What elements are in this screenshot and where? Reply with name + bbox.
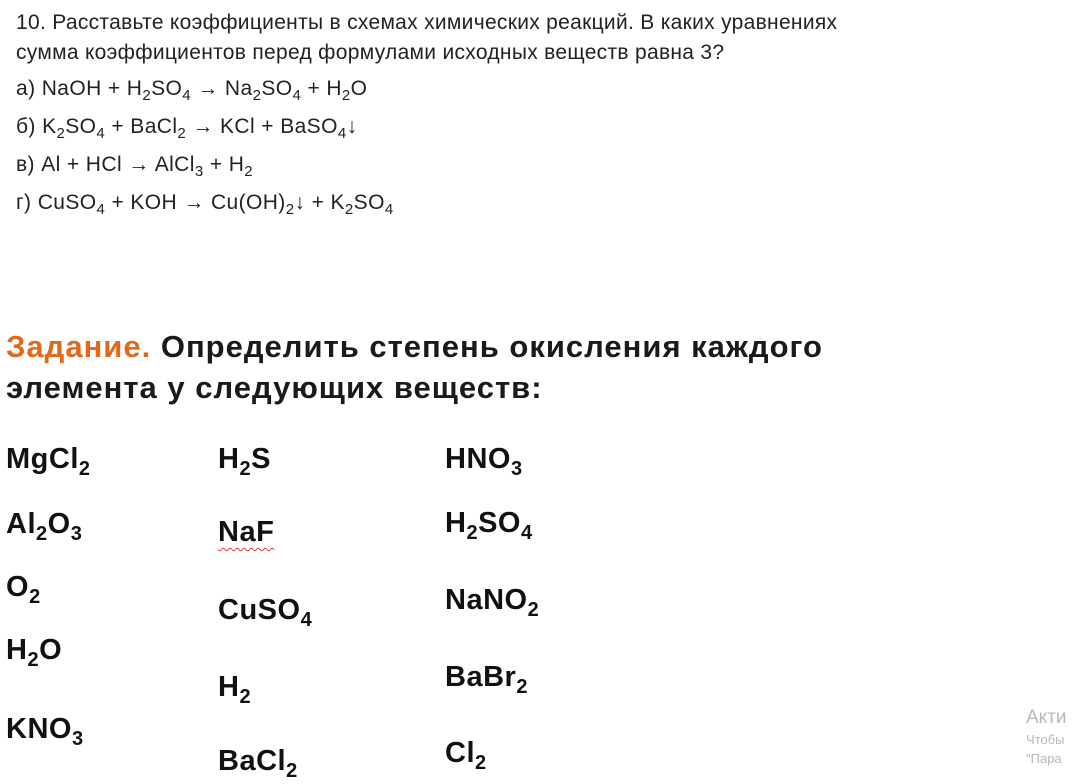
watermark-line-2: "Пара <box>1026 751 1062 766</box>
problem-line-1: 10. Расставьте коэффициенты в схемах химических реакций. В каких уравнениях <box>16 11 838 34</box>
formula-al2o3: $Al_2O_3$ <box>6 508 83 545</box>
task-line-2: элемента у следующих веществ: <box>6 370 543 405</box>
formula-h2so4: $H_2SO_4$ <box>445 507 533 544</box>
formula-cl2: $Cl_2$ <box>445 737 487 774</box>
problem-line-2: сумма коэффициентов перед формулами исходных веществ равна 3? <box>16 41 725 64</box>
reaction-text: Al + HCl → AlCl$_3$ + $H_2$ <box>41 153 254 180</box>
reaction-label: б) <box>16 115 36 138</box>
formula-o2: $O_2$ <box>6 571 41 608</box>
reaction-c <box>16 150 253 180</box>
formula-cuso4: CuSO$_4$ <box>218 594 313 631</box>
reaction-d <box>16 188 394 218</box>
formula-bacl2: BaCl$_2$ <box>218 745 298 782</box>
formula-h2: $H_2$ <box>218 671 252 708</box>
reaction-a <box>16 74 367 104</box>
formula-babr2: BaBr$_2$ <box>445 661 528 698</box>
formula-naf <box>218 516 274 549</box>
watermark-line-1: Чтобы <box>1026 732 1065 747</box>
reaction-label: в) <box>16 153 35 176</box>
watermark-title: Акти <box>1026 707 1067 728</box>
reaction-text: $K_2SO_4$ + BaCl$_2$ → KCl + BaSO$_4$↓ <box>42 115 358 142</box>
reaction-text: NaOH + $H_2SO_4 \to Na_2SO_4 + H_2O$ <box>41 77 368 104</box>
task-label: Задание. <box>6 329 152 364</box>
reaction-label: а) <box>16 77 36 100</box>
formula-h2s: $H_2S$ <box>218 443 271 480</box>
reaction-text: CuSO$_4$ + KOH → $Cu(OH)_2↓ + K_2SO_4$ <box>37 191 394 218</box>
formula-h2o: $H_2O$ <box>6 634 63 671</box>
reaction-b <box>16 112 357 142</box>
task-heading <box>6 326 1066 408</box>
windows-activation-watermark <box>1026 708 1067 771</box>
task-line-1 <box>6 326 1066 367</box>
formula-mgcl2: MgCl$_2$ <box>6 443 91 480</box>
reaction-label: г) <box>16 191 32 214</box>
spellcheck-underline: NaF <box>218 516 275 548</box>
problem-block <box>16 8 1066 218</box>
task-text-1: Определить степень окисления каждого <box>160 329 823 364</box>
formula-nano2: NaNO$_2$ <box>445 584 540 621</box>
formula-hno3: $HNO_3$ <box>445 443 523 480</box>
formula-kno3: $KNO_3$ <box>6 713 84 750</box>
